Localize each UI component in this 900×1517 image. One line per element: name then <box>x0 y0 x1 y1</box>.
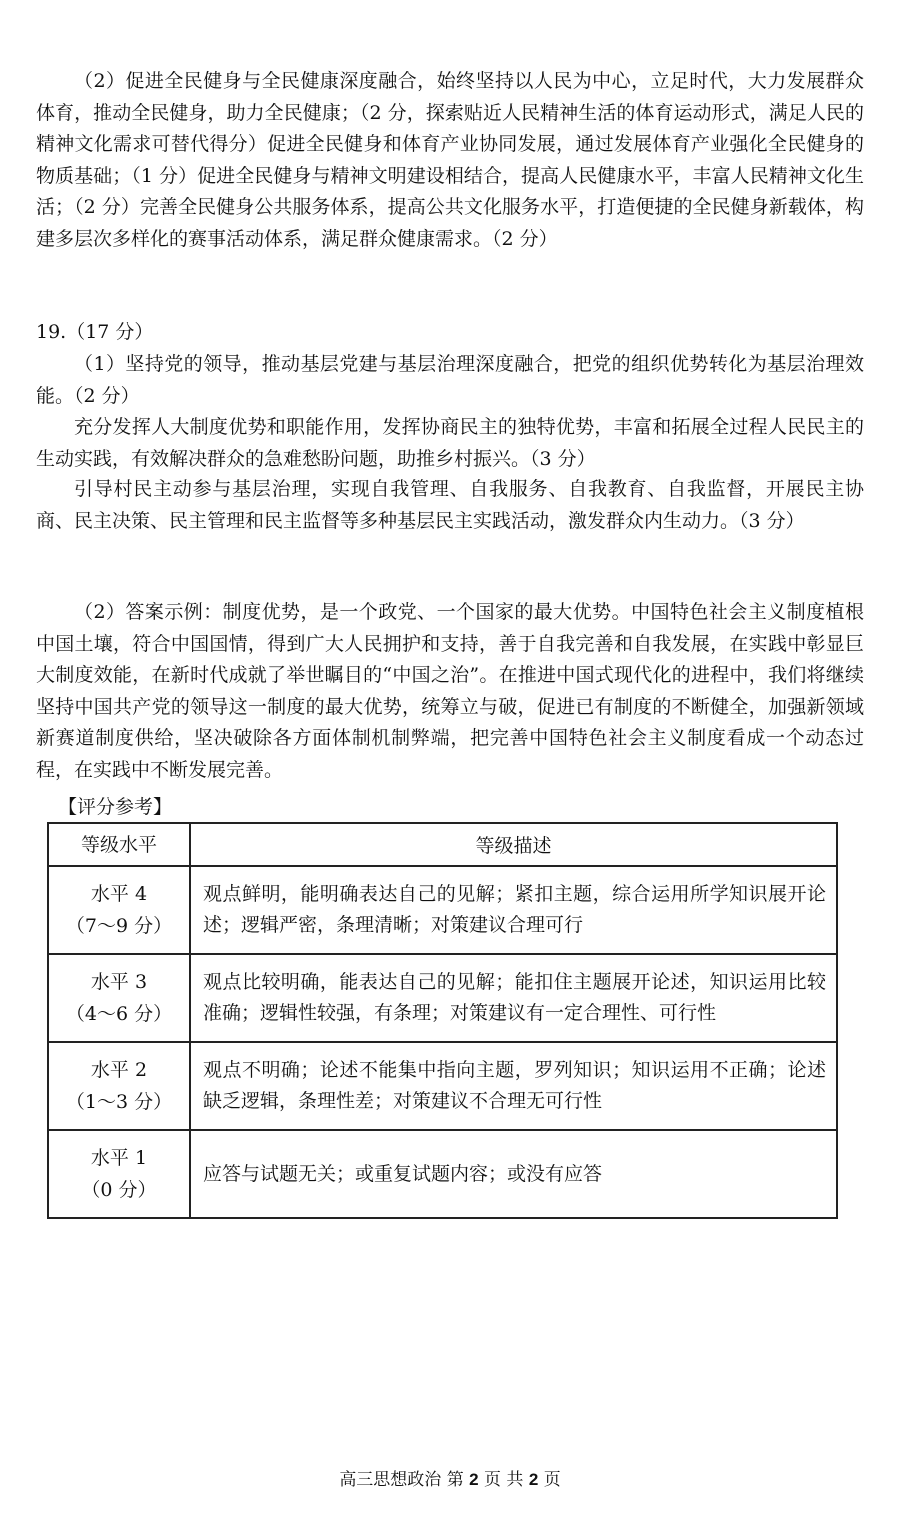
scoring-reference-title: 【评分参考】 <box>58 796 173 818</box>
q19-part1-para-2: 充分发挥人大制度优势和职能作用，发挥协商民主的独特优势，丰富和拓展全过程人民民主的生动实践，有效解决群众的急难愁盼问题，助推乡村振兴。（3 分） <box>36 416 864 470</box>
footer-page-total: 2 <box>528 1470 539 1489</box>
level-name: 水平 1 <box>90 1147 148 1169</box>
q19-header: 19.（17 分） <box>36 321 154 343</box>
page-footer <box>0 1468 900 1492</box>
level-cell <box>48 1042 190 1130</box>
level-description: 观点不明确；论述不能集中指向主题，罗列知识；知识运用不正确；论述缺乏逻辑，条理性差；对策建议不合理无可行性 <box>190 1042 837 1130</box>
level-description: 观点比较明确，能表达自己的见解；能扣住主题展开论述，知识运用比较准确；逻辑性较强，有条理；对策建议有一定合理性、可行性 <box>190 954 837 1042</box>
footer-page-suffix: 页 <box>543 1470 561 1490</box>
table-row <box>48 1130 837 1218</box>
q19-part2-answer: （2）答案示例：制度优势，是一个政党、一个国家的最大优势。中国特色社会主义制度植根中国土壤，符合中国国情，得到广大人民拥护和支持，善于自我完善和自我发展，在实践中彰显巨大制度效能，在新时代成就了举世瞩目的“中国之治”。在推进中国式现代化的进程中，我们将继续坚持中国共产党的领导这一制度的最大优势，统筹立与破，促进已有制度的不断健全，加强新领域新赛道制度供给，坚决破除各方面体制机制弊端，把完善中国特色社会主义制度看成一个动态过程，在实践中不断发展完善。 <box>36 601 864 781</box>
q19-part1-para-3: 引导村民主动参与基层治理，实现自我管理、自我服务、自我教育、自我监督，开展民主协商、民主决策、民主管理和民主监督等多种基层民主实践活动，激发群众内生动力。（3 分） <box>36 478 864 532</box>
footer-subject: 高三思想政治 <box>339 1470 442 1490</box>
level-cell <box>48 866 190 954</box>
level-name: 水平 3 <box>90 971 148 993</box>
header-level: 等级水平 <box>48 823 190 866</box>
level-cell <box>48 954 190 1042</box>
header-description: 等级描述 <box>190 823 837 866</box>
level-score: （7～9 分） <box>65 915 173 937</box>
scoring-table <box>47 822 838 1219</box>
footer-page-number: 2 <box>469 1470 479 1489</box>
level-score: （1～3 分） <box>65 1091 173 1113</box>
footer-page-mid: 页 共 <box>484 1470 524 1490</box>
table-row <box>48 866 837 954</box>
level-name: 水平 4 <box>90 883 148 905</box>
level-score: （0 分） <box>81 1179 157 1201</box>
scoring-table-header-row <box>48 823 837 866</box>
level-description: 应答与试题无关；或重复试题内容；或没有应答 <box>190 1130 837 1218</box>
q19-part1-para-1: （1）坚持党的领导，推动基层党建与基层治理深度融合，把党的组织优势转化为基层治理效能。（2 分） <box>36 353 864 407</box>
table-row <box>48 954 837 1042</box>
footer-page-prefix: 第 <box>446 1470 464 1490</box>
level-score: （4～6 分） <box>65 1003 173 1025</box>
q18-part2-answer: （2）促进全民健身与全民健康深度融合，始终坚持以人民为中心，立足时代，大力发展群众体育，推动全民健身，助力全民健康；（2 分，探索贴近人民精神生活的体育运动形式，满足人民的精神文化需求可替代得分）促进全民健身和体育产业协同发展，通过发展体育产业强化全民健身的物质基础；（1 分）促进全民健身与精神文明建设相结合，提高人民健康水平，丰富人民精神文化生活；（2 分）完善全民健身公共服务体系，提高公共文化服务水平，打造便捷的全民健身新载体，构建多层次多样化的赛事活动体系，满足群众健康需求。（2 分） <box>36 70 864 250</box>
level-cell <box>48 1130 190 1218</box>
table-row <box>48 1042 837 1130</box>
level-description: 观点鲜明，能明确表达自己的见解；紧扣主题，综合运用所学知识展开论述；逻辑严密，条理清晰；对策建议合理可行 <box>190 866 837 954</box>
level-name: 水平 2 <box>90 1059 148 1081</box>
